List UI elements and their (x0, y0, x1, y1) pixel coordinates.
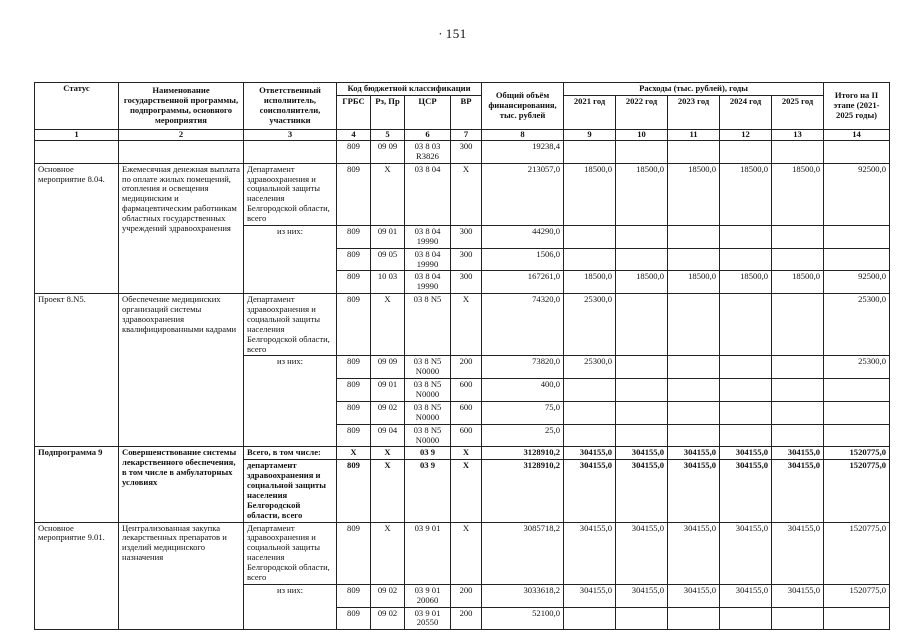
cell-y2025 (772, 607, 824, 630)
cell-vr: 600 (451, 424, 482, 447)
cell-y2022 (616, 356, 668, 379)
cell-rzpr: 09 09 (371, 140, 405, 163)
cell-y2023: 18500,0 (668, 271, 720, 294)
cell-vr: 600 (451, 401, 482, 424)
cell-name: Обеспечение медицинских организаций системы здравоохранения квалифицированными кадрами (119, 294, 244, 447)
column-number: 7 (451, 129, 482, 140)
cell-vr: Х (451, 447, 482, 460)
cell-total: 75,0 (482, 401, 564, 424)
cell-csr: 03 8 03 R3826 (405, 140, 451, 163)
cell-total: 3085718,2 (482, 522, 564, 584)
cell-csr: 03 8 N5 N0000 (405, 401, 451, 424)
column-number: 4 (337, 129, 371, 140)
cell-y2021 (564, 225, 616, 248)
cell-y2022 (616, 607, 668, 630)
cell-y2024 (720, 294, 772, 356)
cell-csr: 03 9 (405, 447, 451, 460)
cell-y2025: 18500,0 (772, 271, 824, 294)
cell-sum: 1520775,0 (824, 584, 890, 607)
cell-sum (824, 140, 890, 163)
cell-rzpr: 09 04 (371, 424, 405, 447)
cell-vr: Х (451, 294, 482, 356)
cell-sum (824, 248, 890, 271)
cell-sum (824, 401, 890, 424)
cell-csr: 03 9 01 20550 (405, 607, 451, 630)
cell-y2021 (564, 248, 616, 271)
cell-vr: Х (451, 460, 482, 522)
cell-y2022 (616, 248, 668, 271)
cell-rzpr: 09 01 (371, 225, 405, 248)
cell-vr: 300 (451, 140, 482, 163)
header-vr: ВР (451, 95, 482, 129)
header-y2023: 2023 год (668, 95, 720, 129)
header-total-funding: Общий объём финансирования, тыс. рублей (482, 83, 564, 130)
header-csr: ЦСР (405, 95, 451, 129)
cell-y2023: 304155,0 (668, 460, 720, 522)
cell-y2021: 304155,0 (564, 460, 616, 522)
cell-vr: 300 (451, 248, 482, 271)
cell-status: Подпрограмма 9 (35, 447, 119, 522)
cell-y2024 (720, 401, 772, 424)
cell-y2021: 304155,0 (564, 522, 616, 584)
cell-y2025 (772, 424, 824, 447)
cell-y2022 (616, 294, 668, 356)
cell-csr: 03 9 (405, 460, 451, 522)
cell-executor: Всего, в том числе: (244, 447, 337, 460)
cell-y2024 (720, 424, 772, 447)
cell-y2024 (720, 356, 772, 379)
cell-total: 74320,0 (482, 294, 564, 356)
cell-executor: Департамент здравоохранения и социальной защиты населения Белгородской области, всего (244, 522, 337, 584)
cell-grbs: 809 (337, 379, 371, 402)
cell-total: 19238,4 (482, 140, 564, 163)
header-y2022: 2022 год (616, 95, 668, 129)
cell-y2022: 304155,0 (616, 584, 668, 607)
cell-total: 44290,0 (482, 225, 564, 248)
cell-grbs: 809 (337, 248, 371, 271)
header-grbs: ГРБС (337, 95, 371, 129)
cell-rzpr: 10 03 (371, 271, 405, 294)
header-y2021: 2021 год (564, 95, 616, 129)
cell-y2025 (772, 225, 824, 248)
table-row (35, 447, 890, 460)
cell-y2022 (616, 379, 668, 402)
cell-grbs: 809 (337, 356, 371, 379)
page-number: · 151 (438, 26, 467, 41)
cell-grbs: 809 (337, 522, 371, 584)
cell-total: 167261,0 (482, 271, 564, 294)
cell-grbs: 809 (337, 424, 371, 447)
cell-total: 400,0 (482, 379, 564, 402)
column-number: 13 (772, 129, 824, 140)
cell-sum: 25300,0 (824, 294, 890, 356)
cell-y2022 (616, 401, 668, 424)
cell-csr: 03 8 N5 (405, 294, 451, 356)
cell-y2024: 304155,0 (720, 460, 772, 522)
cell-y2023 (668, 424, 720, 447)
cell-sum: 92500,0 (824, 163, 890, 225)
cell-y2024 (720, 248, 772, 271)
header-row (35, 83, 890, 96)
cell-executor: Департамент здравоохранения и социальной защиты населения Белгородской области, всего (244, 294, 337, 356)
cell-rzpr: 09 01 (371, 379, 405, 402)
cell-name (119, 140, 244, 163)
cell-y2024: 18500,0 (720, 163, 772, 225)
cell-y2024: 18500,0 (720, 271, 772, 294)
cell-status: Основное мероприятие 8.04. (35, 163, 119, 294)
cell-y2024: 304155,0 (720, 584, 772, 607)
cell-csr: 03 8 04 19990 (405, 225, 451, 248)
column-number: 9 (564, 129, 616, 140)
cell-grbs: Х (337, 447, 371, 460)
cell-y2022 (616, 225, 668, 248)
cell-y2021: 25300,0 (564, 356, 616, 379)
table-row (35, 522, 890, 584)
cell-y2021: 304155,0 (564, 584, 616, 607)
cell-vr: 600 (451, 379, 482, 402)
column-number: 5 (371, 129, 405, 140)
cell-csr: 03 8 04 19990 (405, 248, 451, 271)
cell-rzpr: Х (371, 460, 405, 522)
cell-y2021 (564, 401, 616, 424)
cell-total: 1506,0 (482, 248, 564, 271)
cell-grbs: 809 (337, 140, 371, 163)
cell-status: Проект 8.N5. (35, 294, 119, 447)
cell-y2021: 304155,0 (564, 447, 616, 460)
cell-rzpr: 09 05 (371, 248, 405, 271)
table-row (35, 163, 890, 225)
cell-vr: 300 (451, 271, 482, 294)
header-y2025: 2025 год (772, 95, 824, 129)
cell-y2022: 304155,0 (616, 447, 668, 460)
cell-vr: Х (451, 163, 482, 225)
table-row (35, 140, 890, 163)
cell-csr: 03 8 N5 N0000 (405, 424, 451, 447)
cell-total: 3128910,2 (482, 447, 564, 460)
cell-grbs: 809 (337, 294, 371, 356)
cell-grbs: 809 (337, 460, 371, 522)
cell-executor (244, 140, 337, 163)
cell-name: Централизованная закупка лекарственных препаратов и изделий медицинского назначения (119, 522, 244, 630)
cell-y2021 (564, 424, 616, 447)
column-number: 11 (668, 129, 720, 140)
cell-executor: из них: (244, 356, 337, 447)
cell-y2022: 18500,0 (616, 271, 668, 294)
cell-y2021: 18500,0 (564, 163, 616, 225)
table-row (35, 294, 890, 356)
cell-csr: 03 8 04 19990 (405, 271, 451, 294)
cell-y2023: 304155,0 (668, 584, 720, 607)
cell-y2025: 304155,0 (772, 522, 824, 584)
cell-vr: 200 (451, 607, 482, 630)
cell-y2023 (668, 401, 720, 424)
cell-y2022: 304155,0 (616, 460, 668, 522)
column-number: 14 (824, 129, 890, 140)
cell-rzpr: 09 02 (371, 584, 405, 607)
column-number: 1 (35, 129, 119, 140)
cell-y2021: 18500,0 (564, 271, 616, 294)
cell-y2025 (772, 356, 824, 379)
cell-vr: 300 (451, 225, 482, 248)
cell-y2023: 18500,0 (668, 163, 720, 225)
column-numbers-row (35, 129, 890, 140)
cell-grbs: 809 (337, 584, 371, 607)
cell-y2023: 304155,0 (668, 522, 720, 584)
cell-sum (824, 424, 890, 447)
column-number: 2 (119, 129, 244, 140)
cell-status: Основное мероприятие 9.01. (35, 522, 119, 630)
cell-total: 3033618,2 (482, 584, 564, 607)
cell-y2022: 304155,0 (616, 522, 668, 584)
cell-csr: 03 9 01 (405, 522, 451, 584)
cell-y2023 (668, 140, 720, 163)
cell-y2023 (668, 607, 720, 630)
cell-sum: 1520775,0 (824, 447, 890, 460)
cell-grbs: 809 (337, 163, 371, 225)
cell-executor: из них: (244, 225, 337, 293)
cell-status (35, 140, 119, 163)
cell-sum (824, 379, 890, 402)
cell-rzpr: Х (371, 522, 405, 584)
cell-vr: 200 (451, 584, 482, 607)
cell-sum (824, 607, 890, 630)
column-number: 12 (720, 129, 772, 140)
cell-y2025 (772, 248, 824, 271)
cell-grbs: 809 (337, 401, 371, 424)
cell-y2023 (668, 225, 720, 248)
cell-rzpr: Х (371, 163, 405, 225)
cell-y2023: 304155,0 (668, 447, 720, 460)
cell-y2021: 25300,0 (564, 294, 616, 356)
cell-total: 213057,0 (482, 163, 564, 225)
budget-table (34, 82, 890, 630)
cell-y2025: 304155,0 (772, 447, 824, 460)
cell-y2024: 304155,0 (720, 447, 772, 460)
cell-y2023 (668, 379, 720, 402)
cell-y2023 (668, 248, 720, 271)
cell-rzpr: Х (371, 294, 405, 356)
header-executor: Ответственный исполнитель, соисполнители, участники (244, 83, 337, 130)
cell-total: 73820,0 (482, 356, 564, 379)
cell-y2025: 304155,0 (772, 460, 824, 522)
cell-y2024 (720, 607, 772, 630)
cell-executor: из них: (244, 584, 337, 630)
cell-y2024: 304155,0 (720, 522, 772, 584)
header-y2024: 2024 год (720, 95, 772, 129)
cell-grbs: 809 (337, 225, 371, 248)
cell-executor: департамент здравоохранения и социальной защиты населения Белгородской области, всего (244, 460, 337, 522)
header-name: Наименование государственной программы, подпрограммы, основного мероприятия (119, 83, 244, 130)
cell-total: 52100,0 (482, 607, 564, 630)
cell-y2023 (668, 356, 720, 379)
header-status: Статус (35, 83, 119, 130)
header-rzpr: Рз, Пр (371, 95, 405, 129)
column-number: 8 (482, 129, 564, 140)
header-expenses: Расходы (тыс. рублей), годы (564, 83, 824, 96)
cell-vr: 200 (451, 356, 482, 379)
cell-rzpr: 09 02 (371, 607, 405, 630)
column-number: 10 (616, 129, 668, 140)
cell-y2021 (564, 140, 616, 163)
cell-sum: 25300,0 (824, 356, 890, 379)
cell-y2023 (668, 294, 720, 356)
cell-csr: 03 8 04 (405, 163, 451, 225)
cell-sum: 92500,0 (824, 271, 890, 294)
cell-csr: 03 8 N5 N0000 (405, 356, 451, 379)
header-budget-code: Код бюджетной классификации (337, 83, 482, 96)
cell-y2025 (772, 140, 824, 163)
cell-y2025 (772, 379, 824, 402)
column-number: 3 (244, 129, 337, 140)
cell-y2024 (720, 379, 772, 402)
cell-grbs: 809 (337, 607, 371, 630)
cell-vr: Х (451, 522, 482, 584)
cell-rzpr: 09 02 (371, 401, 405, 424)
cell-csr: 03 8 N5 N0000 (405, 379, 451, 402)
cell-y2022 (616, 140, 668, 163)
cell-sum (824, 225, 890, 248)
cell-y2024 (720, 140, 772, 163)
cell-y2021 (564, 607, 616, 630)
cell-y2025: 18500,0 (772, 163, 824, 225)
cell-rzpr: 09 09 (371, 356, 405, 379)
header-stage-total: Итого на II этапе (2021-2025 годы) (824, 83, 890, 130)
cell-total: 25,0 (482, 424, 564, 447)
cell-y2025 (772, 401, 824, 424)
column-number: 6 (405, 129, 451, 140)
cell-y2024 (720, 225, 772, 248)
cell-grbs: 809 (337, 271, 371, 294)
cell-name: Ежемесячная денежная выплата по оплате жилых помещений, отопления и освещения медицинским и фармацевтическим работникам областных государственных учреждений здравоохранения (119, 163, 244, 294)
cell-rzpr: Х (371, 447, 405, 460)
cell-executor: Департамент здравоохранения и социальной защиты населения Белгородской области, всего (244, 163, 337, 225)
cell-y2025 (772, 294, 824, 356)
cell-sum: 1520775,0 (824, 522, 890, 584)
cell-y2022: 18500,0 (616, 163, 668, 225)
cell-y2025: 304155,0 (772, 584, 824, 607)
cell-sum: 1520775,0 (824, 460, 890, 522)
cell-total: 3128910,2 (482, 460, 564, 522)
cell-name: Совершенствование системы лекарственного обеспечения, в том числе в амбулаторных условиях (119, 447, 244, 522)
cell-csr: 03 9 01 20060 (405, 584, 451, 607)
cell-y2021 (564, 379, 616, 402)
cell-y2022 (616, 424, 668, 447)
